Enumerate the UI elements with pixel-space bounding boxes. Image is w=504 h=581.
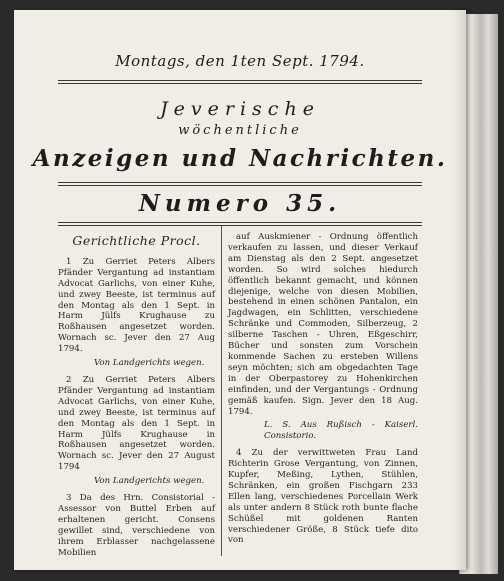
divider — [58, 83, 422, 84]
notice-paragraph: 4 Zu der verwittweten Frau Land Richterin Grose Vergantung, von Zinnen, Kupfer, Meßing, Lythen, Stühlen, Schränken, ein großen Fischgarn 233 Ellen lang, verschiedenes Porcellain Werk als unter andern 8 Stück roth bunte flache Schüßel mit goldenen Ranten verschiedener Größe, 8 Stück tiefe dito von — [228, 448, 418, 546]
column-divider — [221, 226, 222, 556]
notice-signature: L. S. Aus Rußisch - Kaiserl. Consistorio. — [264, 420, 418, 442]
masthead-line-3: Anzeigen und Nachrichten. — [32, 145, 448, 172]
notice-signature: Von Landgerichts wegen. — [94, 476, 205, 487]
notice-paragraph: 1 Zu Gerriet Peters Albers Pfänder Vergantung ad instantiam Advocat Garlichs, von einer Kuhe, und zwey Beeste, ist terminus auf den Montag als den 1 Sept. in Harm Jülfs Krughause zu Roßhausen angesetzet worden. Wornach sc. Jever den 27 Aug 1794. — [58, 256, 215, 355]
notice-paragraph: 2 Zu Gerriet Peters Albers Pfänder Vergantung ad instantiam Advocat Garlichs, von einer Kuhe, und zwey Beeste, ist terminus auf den Montag als den 1 Sept. in Harm Jülfs Krughause in Roßhausen angesetzet worden. Wornach sc. Jever den 27 August 1794 — [58, 374, 215, 473]
notice-paragraph: 3 Da des Hrn. Consistorial - Assessor von Buttel Erben auf erhaltenen gericht. Consens gewillet sind, verschiedene von ihrem Erblasser nachgelassene Mobilien — [58, 493, 215, 558]
right-column — [228, 232, 418, 549]
notice-signature: Von Landgerichts wegen. — [94, 358, 205, 369]
notice-paragraph: auf Auskmiener - Ordnung öffentlich verkaufen zu lassen, und dieser Verkauf am Dienstag als den 2 Sept. angesetzet worden. So wird solches hiedurch öffentlich bekannt gemacht, und können diejenige, welche von diesen Mobilien, bestehend in einen schönen Pantalon, ein Jagdwagen, ein Schlitten, verschiedene Schränke und Commoden, Silberzeug, 2 silberne Taschen - Uhren, Eßgeschirr, Bücher und sonsten zum Vorschein kommende Sachen zu ersteben Willens seyn möchten; sich am obgedachten Tage in der Oberpastorey zu Hohenkirchen einfinden, und der Vergantungs - Ordnung gemäß kaufen. Sign. Jever den 18 Aug. 1794. — [228, 232, 418, 417]
left-column — [58, 232, 215, 561]
divider — [58, 185, 422, 186]
masthead-line-1: Jeverische — [160, 98, 320, 120]
issue-number: Numero 35. — [138, 190, 342, 217]
dateline: Montags, den 1ten Sept. 1794. — [115, 52, 365, 70]
section-heading: Gerichtliche Procl. — [72, 233, 201, 248]
divider — [58, 222, 422, 223]
newspaper-page — [14, 10, 466, 570]
divider — [58, 225, 422, 226]
divider — [58, 182, 422, 183]
masthead-line-2: wöchentliche — [178, 123, 302, 138]
divider — [58, 80, 422, 81]
